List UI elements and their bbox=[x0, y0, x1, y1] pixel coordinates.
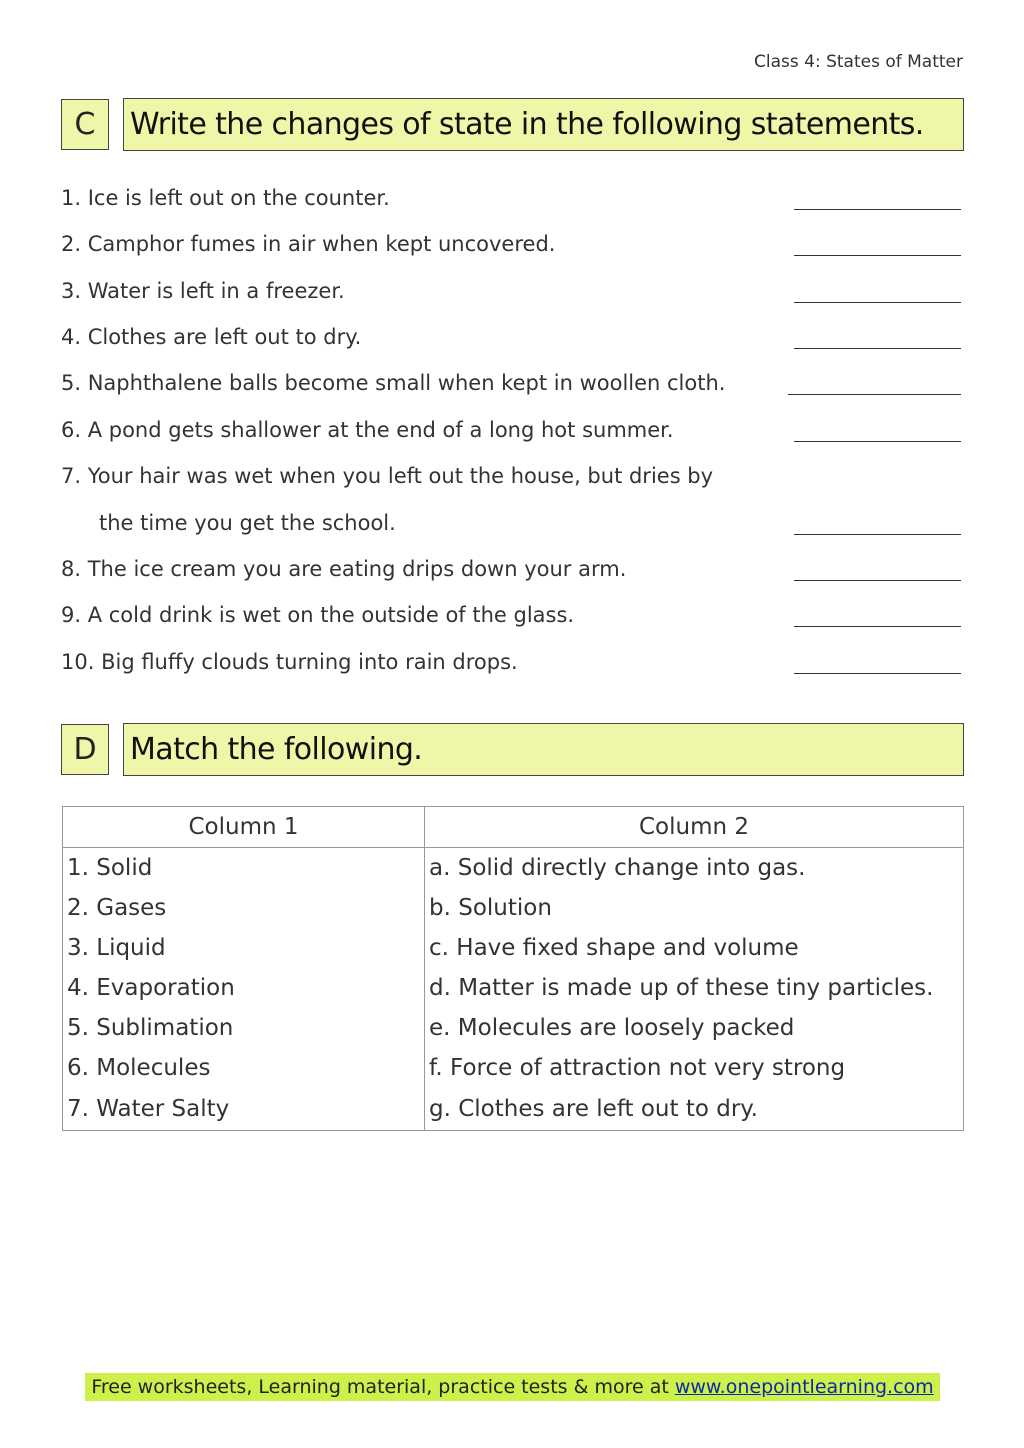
question-4 bbox=[61, 325, 964, 355]
column-1-cell: 4. Evaporation bbox=[63, 968, 425, 1008]
footer-banner bbox=[85, 1373, 940, 1401]
answer-blank bbox=[794, 209, 961, 210]
table-row bbox=[63, 1048, 964, 1088]
table-row bbox=[63, 928, 964, 968]
question-text: 10. Big fluffy clouds turning into rain drops. bbox=[61, 650, 518, 674]
column-1-cell: 2. Gases bbox=[63, 888, 425, 928]
question-1 bbox=[61, 186, 964, 216]
question-text: 4. Clothes are left out to dry. bbox=[61, 325, 362, 349]
answer-blank bbox=[788, 394, 961, 395]
question-10 bbox=[61, 650, 964, 680]
section-c-letter: C bbox=[61, 99, 109, 150]
answer-blank bbox=[794, 255, 961, 256]
table-row bbox=[63, 1008, 964, 1048]
answer-blank bbox=[794, 302, 961, 303]
table-row bbox=[63, 1088, 964, 1131]
question-text: 5. Naphthalene balls become small when kept in woollen cloth. bbox=[61, 371, 726, 395]
column-1-cell: 1. Solid bbox=[63, 848, 425, 889]
question-8 bbox=[61, 557, 964, 587]
question-3 bbox=[61, 279, 964, 309]
column-2-cell: g. Clothes are left out to dry. bbox=[425, 1088, 964, 1131]
column-1-cell: 6. Molecules bbox=[63, 1048, 425, 1088]
column-2-cell: a. Solid directly change into gas. bbox=[425, 848, 964, 889]
question-text: the time you get the school. bbox=[99, 511, 396, 535]
question-text: 1. Ice is left out on the counter. bbox=[61, 186, 390, 210]
page-header-note: Class 4: States of Matter bbox=[754, 52, 963, 72]
column-2-cell: f. Force of attraction not very strong bbox=[425, 1048, 964, 1088]
question-5 bbox=[61, 371, 964, 401]
column-2-cell: b. Solution bbox=[425, 888, 964, 928]
question-9 bbox=[61, 603, 964, 633]
column-1-header: Column 1 bbox=[63, 807, 425, 848]
table-row bbox=[63, 848, 964, 889]
answer-blank bbox=[794, 534, 961, 535]
section-c-title: Write the changes of state in the following statements. bbox=[123, 98, 964, 151]
answer-blank bbox=[794, 348, 961, 349]
column-2-cell: c. Have fixed shape and volume bbox=[425, 928, 964, 968]
question-7-continued bbox=[61, 511, 964, 541]
answer-blank bbox=[794, 441, 961, 442]
table-row bbox=[63, 888, 964, 928]
question-text: 8. The ice cream you are eating drips down your arm. bbox=[61, 557, 627, 581]
column-2-cell: e. Molecules are loosely packed bbox=[425, 1008, 964, 1048]
footer-website-link[interactable]: www.onepointlearning.com bbox=[674, 1376, 934, 1398]
footer-text: Free worksheets, Learning material, practice tests & more at bbox=[91, 1376, 669, 1398]
answer-blank bbox=[794, 673, 961, 674]
section-d-letter: D bbox=[61, 724, 109, 775]
question-text: 7. Your hair was wet when you left out the house, but dries by bbox=[61, 464, 714, 488]
question-text: 6. A pond gets shallower at the end of a long hot summer. bbox=[61, 418, 674, 442]
question-7 bbox=[61, 464, 964, 494]
question-6 bbox=[61, 418, 964, 448]
column-1-cell: 5. Sublimation bbox=[63, 1008, 425, 1048]
answer-blank bbox=[794, 580, 961, 581]
table-header-row bbox=[63, 807, 964, 848]
column-1-cell: 7. Water Salty bbox=[63, 1088, 425, 1131]
column-2-header: Column 2 bbox=[425, 807, 964, 848]
column-2-cell: d. Matter is made up of these tiny particles. bbox=[425, 968, 964, 1008]
table-row bbox=[63, 968, 964, 1008]
question-text: 3. Water is left in a freezer. bbox=[61, 279, 345, 303]
question-text: 2. Camphor fumes in air when kept uncovered. bbox=[61, 232, 556, 256]
match-table bbox=[62, 806, 964, 1131]
question-text: 9. A cold drink is wet on the outside of the glass. bbox=[61, 603, 575, 627]
section-d-title: Match the following. bbox=[123, 723, 964, 776]
answer-blank bbox=[794, 626, 961, 627]
question-2 bbox=[61, 232, 964, 262]
column-1-cell: 3. Liquid bbox=[63, 928, 425, 968]
